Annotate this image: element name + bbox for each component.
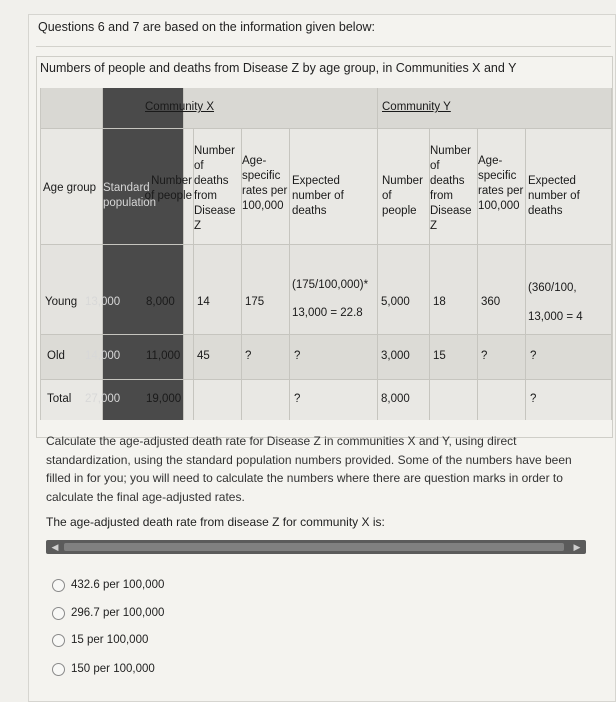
- header-standard-population: Standard population: [103, 182, 157, 209]
- row-young-x-expected-result: 13,000 = 22.8: [292, 307, 363, 319]
- row-total-y-people: 8,000: [381, 393, 410, 405]
- header-y-number-of-people: Number of people: [382, 175, 423, 217]
- radio-icon[interactable]: [52, 579, 65, 592]
- answer-options: [48, 568, 608, 688]
- radio-icon[interactable]: [52, 607, 65, 620]
- header-x-expected: Expected number of deaths: [292, 175, 344, 217]
- row-old-x-deaths: 45: [197, 350, 210, 362]
- option-2[interactable]: 296.7 per 100,000: [48, 604, 164, 622]
- row-old-y-expected: ?: [530, 350, 537, 362]
- option-4[interactable]: 150 per 100,000: [48, 660, 155, 678]
- community-x-title: Community X: [145, 101, 215, 113]
- row-young-age: Young: [45, 296, 78, 308]
- row-old-x-rate: ?: [245, 350, 252, 362]
- radio-icon[interactable]: [52, 634, 65, 647]
- question-prompt: The age-adjusted death rate from disease Z for community X is:: [46, 515, 385, 529]
- header-y-deaths: Number of deaths from Disease Z: [430, 145, 472, 232]
- row-old-x-expected: ?: [294, 350, 301, 362]
- row-young-std-pop: 13,000: [85, 296, 121, 308]
- question-text: Calculate the age-adjusted death rate for Disease Z in communities X and Y, using direct standardization, using the standard population numbers provided. Some of the numbers have been filled in for you; you will need to calculate the numbers where there are question marks in order to calculate the final age-adjusted rates.: [46, 434, 572, 504]
- data-table: [40, 88, 612, 420]
- row-young-x-people: 8,000: [146, 296, 175, 308]
- row-total-age: Total: [47, 393, 72, 405]
- scroll-right-icon[interactable]: ▶: [573, 542, 581, 552]
- row-old-x-people: 11,000: [146, 350, 181, 362]
- question-heading: Questions 6 and 7 are based on the information given below:: [38, 20, 376, 34]
- row-young-y-people: 5,000: [381, 296, 410, 308]
- option-3[interactable]: 15 per 100,000: [48, 631, 148, 649]
- row-old-y-deaths: 15: [433, 350, 446, 362]
- scroll-left-icon[interactable]: ◀: [51, 542, 59, 552]
- row-old-y-rate: ?: [481, 350, 488, 362]
- row-total-y-expected: ?: [530, 393, 537, 405]
- header-x-number-of-people: Number of people: [144, 175, 192, 202]
- table-title: Numbers of people and deaths from Disease Z by age group, in Communities X and Y: [40, 61, 517, 75]
- row-total-x-expected: ?: [294, 393, 301, 405]
- row-old-y-people: 3,000: [381, 350, 410, 362]
- row-young-x-expected-formula: (175/100,000)*: [292, 279, 369, 291]
- header-x-deaths: Number of deaths from Disease Z: [194, 145, 236, 232]
- row-young-y-rate: 360: [481, 296, 501, 308]
- row-total-x-people: 19,000: [146, 393, 182, 405]
- header-age-group: Age group: [43, 182, 97, 194]
- row-young-y-deaths: 18: [433, 296, 446, 308]
- divider: [36, 46, 611, 47]
- standard-population-column: [102, 88, 183, 420]
- row-total-std-pop: 27,000: [85, 393, 121, 405]
- row-young-y-expected-formula: (360/100,: [528, 282, 577, 294]
- radio-icon[interactable]: [52, 663, 65, 676]
- row-young-y-expected-result: 13,000 = 4: [528, 311, 583, 323]
- row-old-age: Old: [47, 350, 65, 362]
- header-x-rates: Age-specific rates per 100,000: [242, 155, 288, 212]
- header-y-expected: Expected number of deaths: [528, 175, 580, 217]
- scrollbar-thumb[interactable]: [64, 543, 564, 551]
- community-y-title: Community Y: [382, 101, 451, 113]
- horizontal-scrollbar[interactable]: [46, 540, 586, 554]
- option-1[interactable]: 432.6 per 100,000: [48, 576, 164, 594]
- row-young-x-rate: 175: [245, 296, 265, 308]
- row-old-std-pop: 14,000: [85, 350, 121, 362]
- row-young-x-deaths: 14: [197, 296, 210, 308]
- header-y-rates: Age-specific rates per 100,000: [478, 155, 524, 212]
